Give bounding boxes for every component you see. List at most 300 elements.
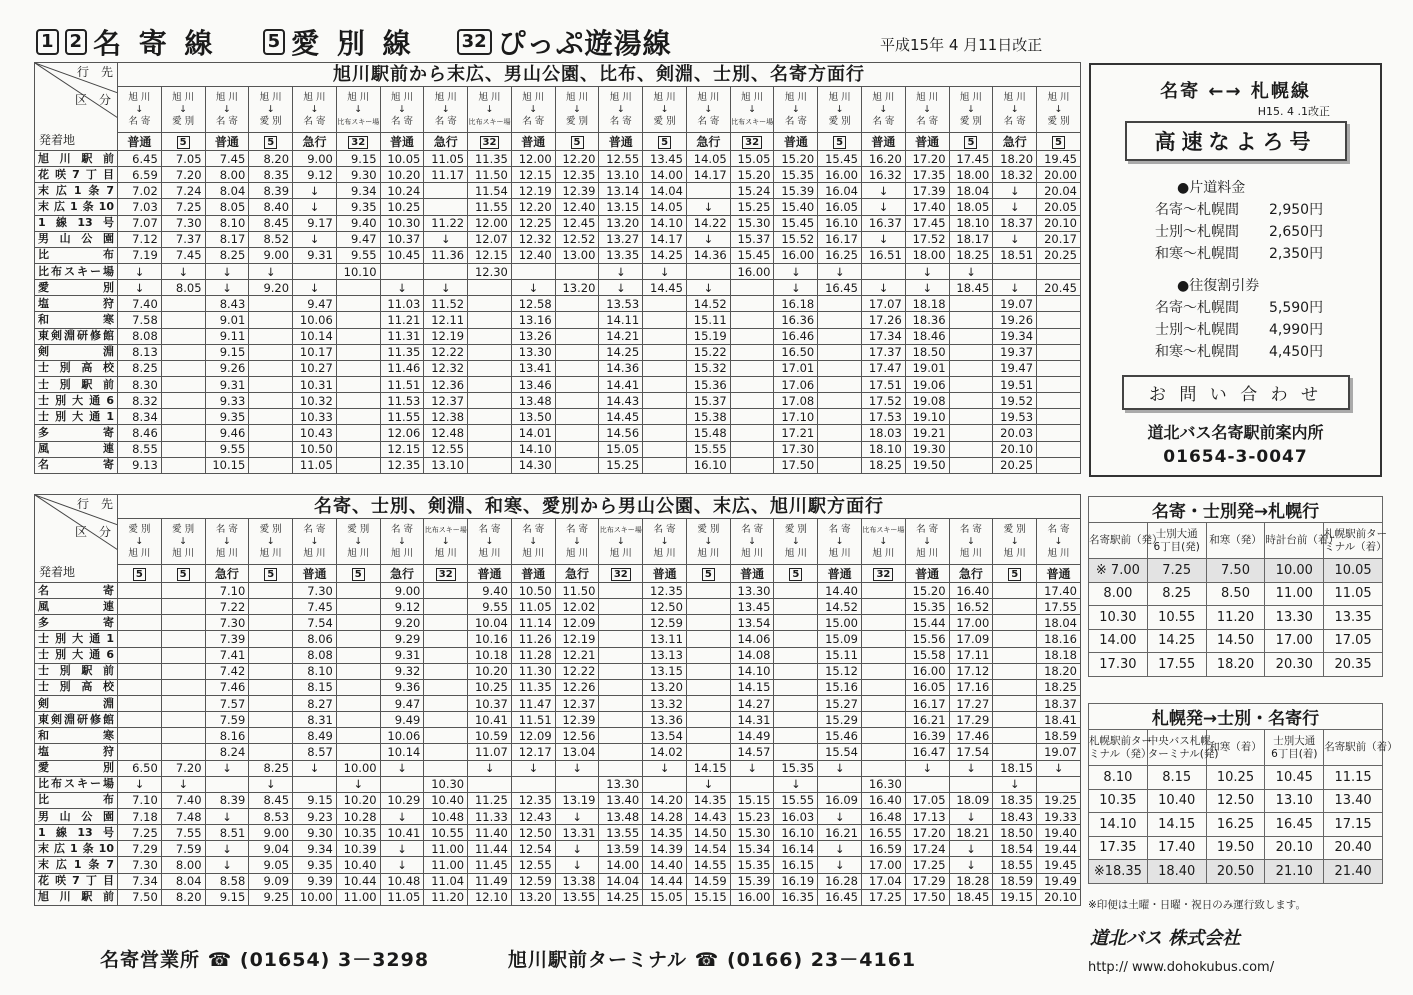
route-number-badge: 2: [65, 29, 88, 55]
departure-time: 10.00: [336, 760, 380, 776]
service-type-cell: [205, 133, 249, 151]
service-type-cell: [161, 133, 205, 151]
route-header: 旭 川 ↓ 名 寄: [905, 87, 949, 133]
departure-time: ↓: [380, 841, 424, 857]
fare-amount: 2,350円: [1269, 246, 1324, 262]
table-row: [35, 728, 1081, 744]
service-type: 普通: [608, 134, 633, 149]
departure-time: ↓: [205, 280, 249, 296]
departure-time: 8.34: [118, 409, 162, 425]
departure-time: 20.04: [1037, 183, 1081, 199]
departure-time: ↓: [118, 263, 162, 279]
table-row: [1089, 582, 1383, 606]
column-header: 札幌駅前ター ミナル（着）: [1324, 523, 1383, 559]
departure-time: 7.39: [205, 631, 249, 647]
stop-name: 愛別: [35, 760, 118, 776]
departure-time: [1037, 360, 1081, 376]
departure-time: 13.55: [599, 825, 643, 841]
column-header: 名寄駅前（着）: [1324, 730, 1383, 766]
roundtrip-fare-list: [1091, 299, 1380, 361]
departure-time: 13.20: [599, 215, 643, 231]
route-badge: 5: [789, 568, 802, 581]
departure-time: 10.37: [380, 231, 424, 247]
stop-name: 比布: [35, 247, 118, 263]
departure-time: [205, 776, 249, 792]
table-row: [1089, 836, 1383, 860]
departure-time: 16.51: [862, 247, 906, 263]
departure-time: 14.25: [643, 247, 687, 263]
departure-time: ↓: [599, 280, 643, 296]
departure-time: 10.35: [336, 825, 380, 841]
departure-time: [993, 663, 1037, 679]
departure-time: 20.03: [993, 425, 1037, 441]
departure-time: 9.30: [336, 167, 380, 183]
departure-time: 8.04: [205, 183, 249, 199]
departure-time: 10.04: [468, 615, 512, 631]
departure-time: 15.34: [730, 841, 774, 857]
departure-time: [249, 312, 293, 328]
departure-time: [118, 647, 162, 663]
fare-section: 名寄〜札幌間: [1155, 202, 1239, 218]
column-header: 和寒（着）: [1206, 730, 1265, 766]
departure-time: 18.04: [949, 183, 993, 199]
departure-time: 14.04: [643, 183, 687, 199]
departure-time: 11.55: [468, 199, 512, 215]
departure-time: [424, 263, 468, 279]
departure-time: 18.28: [949, 873, 993, 889]
departure-time: ↓: [862, 199, 906, 215]
departure-time: 12.45: [555, 215, 599, 231]
departure-time: 12.37: [555, 695, 599, 711]
departure-time: 15.20: [774, 151, 818, 167]
stop-name: 士別高校: [35, 679, 118, 695]
header-corner-stop: 発着地: [39, 133, 76, 147]
table-row: [1089, 813, 1383, 837]
service-type-cell: [862, 565, 906, 583]
departure-time: 8.15: [293, 679, 337, 695]
service-type-cell: [249, 133, 293, 151]
service-type-cell: [818, 133, 862, 151]
departure-time: 9.40: [336, 215, 380, 231]
departure-time: 13.41: [511, 360, 555, 376]
service-type-cell: [380, 565, 424, 583]
departure-time: [468, 776, 512, 792]
service-type: 普通: [827, 566, 852, 581]
departure-time: 11.51: [380, 376, 424, 392]
departure-time: 14.59: [686, 873, 730, 889]
route-header: 名 寄 ↓ 旭 川: [205, 519, 249, 565]
route-header: 愛 別 ↓ 旭 川: [336, 519, 380, 565]
departure-time: 10.17: [293, 344, 337, 360]
departure-time: [730, 328, 774, 344]
departure-time: [555, 376, 599, 392]
departure-time: ↓: [118, 776, 162, 792]
schedule-time: 8.10: [1089, 766, 1148, 790]
departure-time: ↓: [555, 857, 599, 873]
departure-time: 12.39: [555, 712, 599, 728]
departure-time: 9.31: [205, 376, 249, 392]
departure-time: ↓: [818, 841, 862, 857]
departure-time: 9.36: [380, 679, 424, 695]
departure-time: 9.15: [293, 792, 337, 808]
table-row: [1089, 766, 1383, 790]
departure-time: 12.58: [511, 296, 555, 312]
departure-time: [249, 599, 293, 615]
stop-name: 士別駅前: [35, 663, 118, 679]
departure-time: 14.40: [643, 857, 687, 873]
departure-time: ↓: [774, 776, 818, 792]
service-type: 普通: [652, 566, 677, 581]
departure-time: 15.55: [686, 441, 730, 457]
route-header: 旭 川 ↓ 愛 別: [643, 87, 687, 133]
route-header: 名 寄 ↓ 旭 川: [468, 519, 512, 565]
stop-name: 花咲7丁目: [35, 167, 118, 183]
departure-time: 9.11: [205, 328, 249, 344]
departure-time: [249, 393, 293, 409]
route-header: 名 寄 ↓ 旭 川: [643, 519, 687, 565]
departure-time: [161, 441, 205, 457]
departure-time: 12.22: [424, 344, 468, 360]
departure-time: 12.38: [424, 409, 468, 425]
departure-time: 18.32: [993, 167, 1037, 183]
departure-time: 14.15: [686, 760, 730, 776]
service-type: 急行: [696, 134, 721, 149]
table-row: [35, 841, 1081, 857]
departure-time: 18.45: [949, 280, 993, 296]
route-header: 比布スキー場 ↓ 旭 川: [599, 519, 643, 565]
departure-time: 11.03: [380, 296, 424, 312]
table-row: [35, 409, 1081, 425]
departure-time: 15.19: [686, 328, 730, 344]
departure-time: 13.13: [643, 647, 687, 663]
departure-time: 16.05: [905, 679, 949, 695]
service-type-cell: [993, 565, 1037, 583]
departure-time: 10.39: [336, 841, 380, 857]
column-header: 札幌駅前ター ミナル（発）: [1089, 730, 1148, 766]
departure-time: 16.00: [818, 167, 862, 183]
service-type: 普通: [1046, 566, 1071, 581]
departure-time: 12.11: [424, 312, 468, 328]
departure-time: 15.56: [905, 631, 949, 647]
header-corner-type: 区 分: [74, 93, 111, 107]
service-type: 普通: [740, 566, 765, 581]
departure-time: [730, 344, 774, 360]
departure-time: 14.05: [643, 199, 687, 215]
departure-time: ↓: [993, 280, 1037, 296]
departure-time: [468, 344, 512, 360]
table-row: [35, 393, 1081, 409]
departure-time: 9.15: [205, 344, 249, 360]
departure-time: 16.28: [818, 873, 862, 889]
departure-time: 12.07: [468, 231, 512, 247]
stop-name: 比布スキー場: [35, 776, 118, 792]
departure-time: 18.35: [993, 792, 1037, 808]
asahikawa-terminal-contact: 旭川駅前ターミナル ☎ (0166) 23－4161: [508, 949, 917, 971]
departure-time: [555, 457, 599, 473]
departure-time: [424, 599, 468, 615]
departure-time: 12.09: [511, 728, 555, 744]
departure-time: 16.35: [774, 889, 818, 905]
departure-time: 8.43: [205, 296, 249, 312]
schedule-time: 17.40: [1147, 836, 1206, 860]
departure-time: [336, 583, 380, 599]
departure-time: 9.20: [380, 615, 424, 631]
schedule-time: 8.50: [1206, 582, 1265, 606]
schedule-time: 7.50: [1206, 559, 1265, 583]
departure-time: 12.10: [468, 889, 512, 905]
stop-name: 名寄: [35, 583, 118, 599]
departure-time: 15.05: [730, 151, 774, 167]
departure-time: 16.05: [818, 199, 862, 215]
departure-time: [424, 615, 468, 631]
departure-time: 19.33: [1037, 808, 1081, 824]
departure-time: 9.34: [336, 183, 380, 199]
service-type: 普通: [915, 566, 940, 581]
departure-time: [336, 376, 380, 392]
departure-time: 11.35: [511, 679, 555, 695]
departure-time: 13.15: [643, 663, 687, 679]
departure-time: 7.40: [118, 296, 162, 312]
departure-time: [118, 615, 162, 631]
departure-time: 7.41: [205, 647, 249, 663]
departure-time: [599, 744, 643, 760]
departure-time: 13.48: [511, 393, 555, 409]
service-type-cell: [905, 133, 949, 151]
departure-time: 12.06: [380, 425, 424, 441]
departure-time: 9.34: [293, 841, 337, 857]
route-badge: 5: [264, 568, 277, 581]
departure-time: 13.10: [424, 457, 468, 473]
table-row: [35, 599, 1081, 615]
route-header: 名 寄 ↓ 旭 川: [949, 519, 993, 565]
departure-time: 7.55: [161, 825, 205, 841]
fare-section: 士別〜札幌間: [1155, 224, 1239, 240]
departure-time: [993, 728, 1037, 744]
departure-time: 10.20: [468, 663, 512, 679]
fare-section: 和寒〜札幌間: [1155, 246, 1239, 262]
departure-time: 10.59: [468, 728, 512, 744]
company-url: http:// www.dohokubus.com/: [1088, 960, 1275, 975]
departure-time: 16.14: [774, 841, 818, 857]
departure-time: [1037, 425, 1081, 441]
departure-time: [161, 679, 205, 695]
departure-time: [118, 663, 162, 679]
departure-time: 16.40: [862, 792, 906, 808]
departure-time: [249, 441, 293, 457]
departure-time: 10.25: [468, 679, 512, 695]
departure-time: [336, 393, 380, 409]
departure-time: ↓: [730, 760, 774, 776]
departure-time: 20.45: [1037, 280, 1081, 296]
departure-time: 8.30: [118, 376, 162, 392]
service-type: 普通: [871, 134, 896, 149]
departure-time: [862, 663, 906, 679]
route-header: 旭 川 ↓ 名 寄: [774, 87, 818, 133]
departure-time: 14.43: [686, 808, 730, 824]
departure-time: [336, 441, 380, 457]
departure-time: [249, 296, 293, 312]
departure-time: [336, 296, 380, 312]
departure-time: 14.27: [730, 695, 774, 711]
departure-time: [424, 663, 468, 679]
departure-time: [686, 679, 730, 695]
column-header: 中央バス札幌 ターミナル(発): [1147, 730, 1206, 766]
route-header: 旭 川 ↓ 比布スキー場: [730, 87, 774, 133]
stop-name: 末広1条7: [35, 183, 118, 199]
service-type-cell: [468, 133, 512, 151]
departure-time: 11.40: [468, 825, 512, 841]
departure-time: [161, 712, 205, 728]
departure-time: 14.36: [599, 360, 643, 376]
departure-time: [555, 425, 599, 441]
schedule-time: 10.00: [1265, 559, 1324, 583]
departure-time: [686, 583, 730, 599]
departure-time: 12.19: [511, 183, 555, 199]
departure-time: 7.58: [118, 312, 162, 328]
departure-time: 8.40: [249, 199, 293, 215]
departure-time: 6.45: [118, 151, 162, 167]
table-row: [35, 857, 1081, 873]
departure-time: [862, 631, 906, 647]
route-badge: 5: [177, 568, 190, 581]
service-type-cell: [161, 565, 205, 583]
departure-time: [818, 376, 862, 392]
departure-time: 13.04: [555, 744, 599, 760]
departure-time: 12.25: [511, 215, 555, 231]
departure-time: 14.00: [643, 167, 687, 183]
departure-time: 7.30: [293, 583, 337, 599]
departure-time: 8.45: [249, 215, 293, 231]
departure-time: [862, 744, 906, 760]
departure-time: 17.16: [949, 679, 993, 695]
departure-time: [424, 183, 468, 199]
schedule-time: 10.05: [1324, 559, 1383, 583]
departure-time: [949, 441, 993, 457]
company-name: 道北バス 株式会社: [1090, 928, 1241, 949]
departure-time: 18.09: [949, 792, 993, 808]
stop-name: 男山公園: [35, 231, 118, 247]
departure-time: [293, 776, 337, 792]
departure-time: 10.32: [293, 393, 337, 409]
departure-time: ↓: [993, 776, 1037, 792]
departure-time: 7.34: [118, 873, 162, 889]
departure-time: [862, 679, 906, 695]
route-header: 旭 川 ↓ 名 寄: [511, 87, 555, 133]
departure-time: 11.35: [468, 151, 512, 167]
departure-time: 18.21: [949, 825, 993, 841]
departure-time: 13.20: [555, 280, 599, 296]
timetable-outbound: [34, 62, 1081, 474]
departure-time: [468, 441, 512, 457]
departure-time: [249, 615, 293, 631]
departure-time: [468, 409, 512, 425]
departure-time: [643, 409, 687, 425]
departure-time: 18.05: [949, 199, 993, 215]
departure-time: [424, 583, 468, 599]
schedule-time: 21.40: [1324, 860, 1383, 884]
column-header: 和寒（発）: [1206, 523, 1265, 559]
departure-time: [599, 599, 643, 615]
departure-time: [249, 583, 293, 599]
route-badge: 5: [352, 568, 365, 581]
departure-time: 7.10: [118, 792, 162, 808]
table-row: [35, 199, 1081, 215]
departure-time: 11.04: [424, 873, 468, 889]
service-type-cell: [905, 565, 949, 583]
departure-time: 14.55: [686, 857, 730, 873]
route-badge: 5: [658, 136, 671, 149]
departure-time: 7.50: [118, 889, 162, 905]
departure-time: [118, 744, 162, 760]
departure-time: 15.05: [599, 441, 643, 457]
departure-time: 9.23: [293, 808, 337, 824]
departure-time: 8.35: [249, 167, 293, 183]
departure-time: 9.01: [205, 312, 249, 328]
departure-time: [336, 744, 380, 760]
departure-time: [511, 263, 555, 279]
departure-time: 10.15: [205, 457, 249, 473]
route-badge: 5: [1008, 568, 1021, 581]
departure-time: 16.00: [774, 247, 818, 263]
departure-time: 16.39: [905, 728, 949, 744]
departure-time: 18.59: [1037, 728, 1081, 744]
departure-time: 13.20: [643, 679, 687, 695]
departure-time: 18.20: [1037, 663, 1081, 679]
departure-time: 17.47: [862, 360, 906, 376]
departure-time: 10.18: [468, 647, 512, 663]
departure-time: ↓: [599, 263, 643, 279]
departure-time: 12.20: [555, 151, 599, 167]
schedule-title: 札幌発→士別・名寄行: [1089, 704, 1383, 730]
departure-time: 12.22: [555, 663, 599, 679]
departure-time: 12.15: [511, 167, 555, 183]
departure-time: 19.47: [993, 360, 1037, 376]
departure-time: 15.36: [686, 376, 730, 392]
route-header: 旭 川 ↓ 比布スキー場: [468, 87, 512, 133]
departure-time: 16.17: [905, 695, 949, 711]
service-type-cell: [511, 565, 555, 583]
departure-time: 7.30: [161, 215, 205, 231]
departure-time: 18.15: [993, 760, 1037, 776]
departure-time: ↓: [380, 760, 424, 776]
departure-time: 15.54: [818, 744, 862, 760]
departure-time: 18.51: [993, 247, 1037, 263]
departure-time: 10.30: [380, 215, 424, 231]
departure-time: 20.17: [1037, 231, 1081, 247]
departure-time: 9.35: [336, 199, 380, 215]
departure-time: 9.47: [336, 231, 380, 247]
departure-time: 7.30: [118, 857, 162, 873]
table-row: [35, 695, 1081, 711]
departure-time: [555, 776, 599, 792]
departure-time: ↓: [862, 183, 906, 199]
route-header: 旭 川 ↓ 愛 別: [249, 87, 293, 133]
departure-time: [424, 647, 468, 663]
departure-time: 14.08: [730, 647, 774, 663]
highway-revision: H15. 4 .1改正: [1257, 105, 1330, 118]
departure-time: ↓: [643, 760, 687, 776]
route-number-badge: 1: [36, 29, 59, 55]
departure-time: [686, 263, 730, 279]
departure-time: 15.27: [818, 695, 862, 711]
schedule-title: 名寄・士別発→札幌行: [1089, 497, 1383, 523]
oneway-fare-heading: ●片道料金: [1177, 180, 1246, 196]
departure-time: 16.50: [774, 344, 818, 360]
column-header: 士別大通 6丁目(着): [1265, 730, 1324, 766]
departure-time: 16.20: [862, 151, 906, 167]
departure-time: 15.15: [686, 889, 730, 905]
schedule-time: 11.20: [1206, 606, 1265, 630]
